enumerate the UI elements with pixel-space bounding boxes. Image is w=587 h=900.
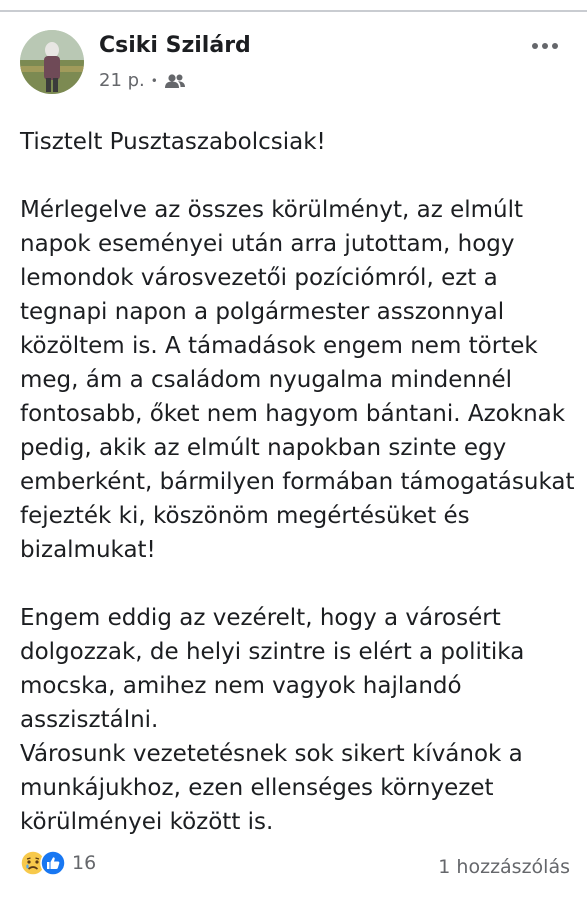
- reaction-count: 16: [72, 852, 97, 874]
- avatar-image: [20, 30, 84, 94]
- avatar[interactable]: [20, 30, 84, 94]
- author-name[interactable]: Csiki Szilárd: [99, 33, 251, 58]
- like-reaction-icon: [40, 850, 66, 876]
- top-divider: [0, 10, 587, 12]
- friends-icon[interactable]: [164, 73, 186, 89]
- meta-separator: •: [150, 73, 158, 88]
- comments-count-link[interactable]: 1 hozzászólás: [438, 856, 570, 878]
- reactions-summary[interactable]: [20, 850, 96, 876]
- post-time[interactable]: 21 p.: [99, 70, 145, 91]
- post-text: Tisztelt Pusztaszabolcsiak! Mérlegelve az összes körülményt, az elmúlt napok eseményei után arra jutottam, hogy lemondok városvezetői pozíciómról, ezt a tegnapi napon a polgármester asszonnyal közöltem is. A támadások engem nem törtek meg, ám a családom nyugalma mindennél fontosabb, őket nem hagyom bántani. Azoknak pedig, akik az elmúlt napokban szinte egy emberként, bármilyen formában támogatásukat fejezték ki, köszönöm megértésüket és bizalmukat! Engem eddig az vezérelt, hogy a városért dolgozzak, de helyi szintre is elért a politika mocska, amihez nem vagyok hajlandó asszisztálni. Városunk vezetetésnek sok sikert kívánok a munkájukhoz, ezen ellenséges környezet körülményei között is.: [20, 129, 575, 835]
- post-meta: [99, 70, 186, 91]
- post-footer: [20, 850, 570, 886]
- more-options-icon[interactable]: [530, 36, 562, 56]
